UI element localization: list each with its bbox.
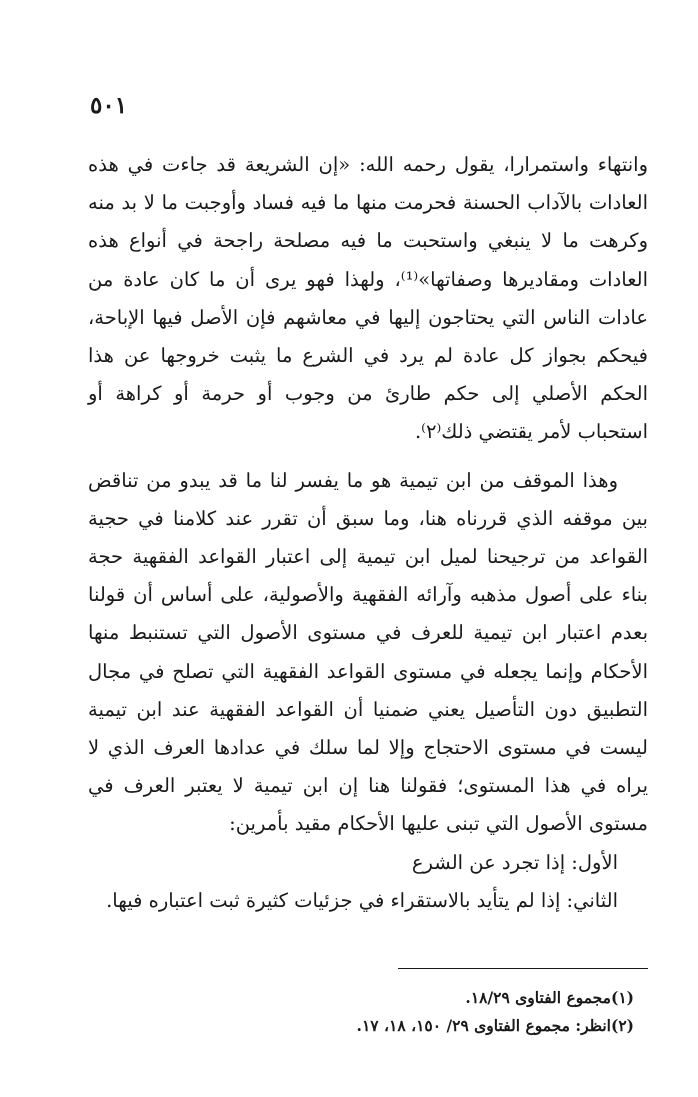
body-text bbox=[88, 146, 648, 920]
footnote-divider bbox=[398, 968, 648, 969]
page-number: ٥٠١ bbox=[90, 92, 128, 119]
footnote: (٢)انظر: مجموع الفتاوى ٢٩/ ١٥٠، ١٨، ١٧. bbox=[356, 1016, 634, 1035]
footnote: (١)مجموع الفتاوى ١٨/٢٩. bbox=[465, 988, 634, 1007]
list-item: الأول: إذا تجرد عن الشرع bbox=[411, 850, 618, 874]
list-item: الثاني: إذا لم يتأيد بالاستقراء في جزئيات كثيرة ثبت اعتباره فيها. bbox=[106, 888, 618, 912]
paragraph: وانتهاء واستمرارا، يقول رحمه الله: «إن الشريعة قد جاءت في هذه العادات بالآداب الحسنة فحرمت منها ما فيه فساد وأوجبت ما لا بد منه وكرهت ما لا ينبغي واستحبت ما فيه مصلحة راجحة في أنواع هذه العادات ومقاديرها وصفاتها»⁽¹⁾، ولهذا فهو يرى أن ما كان عادة من عادات الناس التي يحتاجون إليها في معاشهم فإن الأصل فيها الإباحة، فيحكم بجواز كل عادة لم يرد في الشرع ما يثبت خروجها عن هذا الحكم الأصلي إلى حكم طارئ من وجوب أو حرمة أو كراهة أو استحباب لأمر يقتضي ذلك⁽٢⁾. bbox=[88, 153, 648, 444]
paragraph: وهذا الموقف من ابن تيمية هو ما يفسر لنا ما قد يبدو من تناقض بين موقفه الذي قررناه هنا، وما سبق أن تقرر عند كلامنا في حجية القواعد من ترجيحنا لميل ابن تيمية إلى اعتبار القواعد الفقهية حجة بناء على أصول مذهبه وآرائه الفقهية والأصولية، على أساس أن قولنا بعدم اعتبار ابن تيمية للعرف في مستوى الأصول التي تستنبط منها الأحكام وإنما يجعله في مستوى القواعد الفقهية التي تصلح في مجال التطبيق دون التأصيل يعني ضمنيا أن القواعد الفقهية عند ابن تيمية ليست في مستوى الاحتجاج وإلا لما سلك في عدادها العرف الذي لا يراه في هذا المستوى؛ فقولنا هنا إن ابن تيمية لا يعتبر العرف في مستوى الأصول التي تبنى عليها الأحكام مقيد بأمرين: bbox=[88, 468, 648, 836]
footnotes bbox=[250, 984, 634, 1040]
